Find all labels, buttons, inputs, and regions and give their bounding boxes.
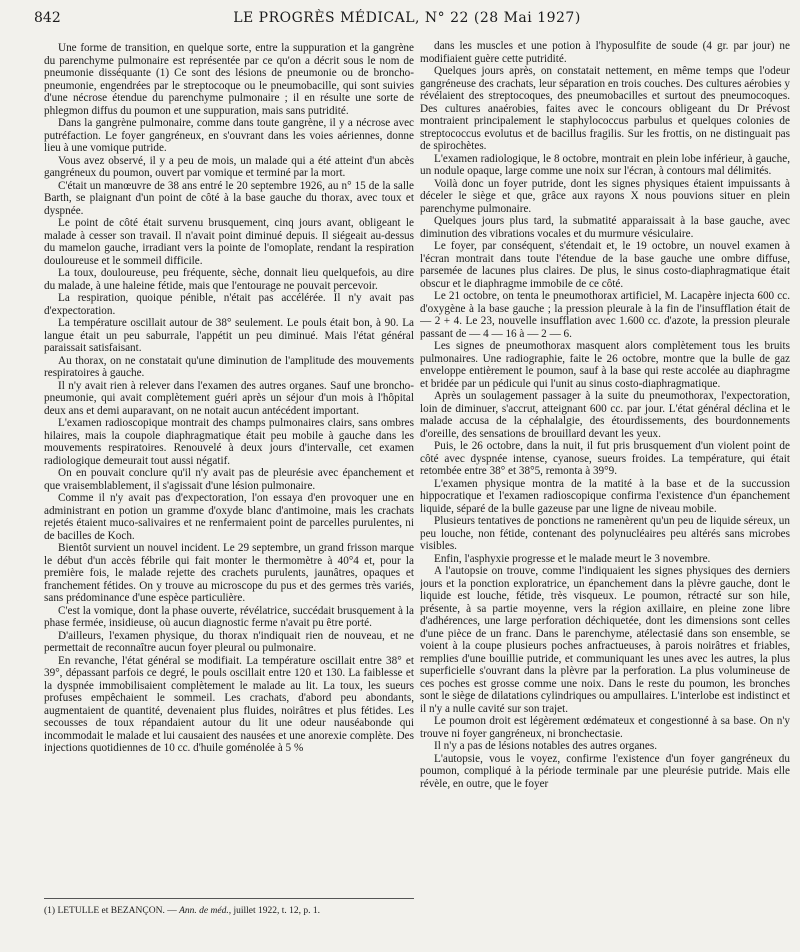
footnote-source: Ann. de méd., [179,906,232,916]
paragraph: Après un soulagement passager à la suite du pneumothorax, l'expectoration, loin de diminuer, s'accrut, atteignant 600 cc. par jour. L'état général déclina et le malade accusa de la céphalalgie, des étourdissements, des bourdonnements d'oreille, des sensations de brouillard devant les yeux. [420,390,790,440]
footnote [44,906,414,917]
paragraph: Les signes de pneumothorax masquent alors complètement tous les bruits pulmonaires. Une radiographie, faite le 26 octobre, montre que la bulle de gaz enveloppe entièrement le poumon, sauf à la base qui reste accolée au diaphragme et bridée par un pédicule qui l'unit au sinus costo-diaphragmatique. [420,340,790,390]
paragraph: Comme il n'y avait pas d'expectoration, l'on essaya d'en provoquer une en administrant en potion un gramme d'oxyde blanc d'antimoine, mais les crachats rejetés étaient muco-salivaires et ne renfermaient point de parcelles purulentes, ni de bacilles de Koch. [44,492,414,542]
running-title: LE PROGRÈS MÉDICAL, N° 22 (28 Mai 1927) [233,10,581,26]
paragraph: L'autopsie, vous le voyez, confirme l'existence d'un foyer gangréneux du poumon, compliqué à la période terminale par une pleurésie putride. Mais elle révèle, en outre, que le foyer [420,752,790,790]
paragraph: Il n'y avait rien à relever dans l'examen des autres organes. Sauf une broncho-pneumonie, qui avait complètement guéri après un séjour d'un mois à l'hôpital deux ans et demi auparavant, on ne notait aucun antécédent important. [44,379,414,417]
paragraph: Voilà donc un foyer putride, dont les signes physiques étaient impuissants à déceler le siège et que, grâce aux rayons X nous pouvions situer en plein parenchyme pulmonaire. [420,177,790,215]
paragraph: Le 21 octobre, on tenta le pneumothorax artificiel, M. Lacapère injecta 600 cc. d'oxygène à la base gauche ; la pression pleurale à la fin de l'insufflation était de — 2 + 4. Le 23, nouvelle insufflation avec 1.600 cc. d'azote, la pression pleurale passant de — 4 — 16 à — 2 — 6. [420,290,790,340]
paragraph: Quelques jours après, on constatait nettement, en même temps que l'odeur gangréneuse des crachats, leur séparation en trois couches. Des cultures aérobies y révélaient des streptocoques, des pneumobacilles et surtout des pneumocoques. Des cultures anaérobies, faites avec le concours obligeant du Dr Prévost montraient principalement le staphylococcus parbulus et quelques colonies de streptococcus evolutus et de bacillus fragilis. Sur les frottis, on ne distinguait pas de spirochètes. [420,65,790,152]
paragraph: A l'autopsie on trouve, comme l'indiquaient les signes physiques des derniers jours et la ponction exploratrice, un épanchement dans la plèvre gauche, dont le liquide est louche, fétide, très visqueux. Le poumon, rétracté sur son hile, présente, à sa partie moyenne, vers la région axillaire, en pleine zone libre d'adhérences, une large perforation déchiquetée, dont les dimensions sont celles d'une pièce de un franc. Dans le parenchyme, atélectasié dans son ensemble, se voient à la coupe plusieurs poches anfractueuses, à parois noirâtres et friables, remplies d'une bouillie putride, et communiquant les unes avec les autres, la plus superficielle s'ouvrant dans la plèvre par la perforation. La plus volumineuse de ces poches est grosse comme une noix. Dans le reste du poumon, les bronches sont le siège de dilatations cylindriques ou ampullaires. L'interlobe est indistinct et il n'y a nulle cavité sur son trajet. [420,565,790,715]
footnote-rule [44,898,414,899]
footnote-text: (1) LETULLE et BEZANÇON. — [44,906,177,916]
paragraph: Il n'y a pas de lésions notables des autres organes. [434,740,658,752]
paragraph: dans les muscles et une potion à l'hyposulfite de soude (4 gr. par jour) ne modifiaient guère cette putridité. [420,40,790,65]
page-header [34,10,780,30]
paragraph: En revanche, l'état général se modifiait. La température oscillait entre 38° et 39°, dépassant parfois ce degré, le pouls oscillait entre 120 et 130. La faiblesse et la dyspnée immobilisaient complètement le malade au lit. La toux, les sueurs profuses empêchaient le sommeil. Les crachats, d'abord peu abondants, augmentaient de quantité, devenaient plus fluides, noirâtres et plus fétides. Les secousses de toux répandaient autour du lit une odeur nauséabonde qui incommodait le malade et lui causaient des nausées et une anorexie complète. Des injections quotidiennes de 10 cc. d'huile goménolée à 5 % [44,654,414,754]
paragraph: Puis, le 26 octobre, dans la nuit, il fut pris brusquement d'un violent point de côté avec dyspnée intense, cyanose, sueurs froides. La température, qui était retombée entre 38° et 38°5, remonta à 39°9. [420,440,790,477]
paragraph: La température oscillait autour de 38° seulement. Le pouls était bon, à 90. La langue était un peu saburrale, l'appétit un peu diminué. Mais l'état général paraissait satisfaisant. [44,317,414,354]
footnote-rest: juillet 1922, t. 12, p. 1. [233,906,321,916]
paragraph: C'était un manœuvre de 38 ans entré le 20 septembre 1926, au n° 15 de la salle Barth, se plaignant d'un point de côté à la base gauche du thorax, avec toux et dyspnée. [44,179,414,217]
left-column [44,42,414,887]
paragraph: Le foyer, par conséquent, s'étendait et, le 19 octobre, un nouvel examen à l'écran montrait dans toute l'étendue de la base gauche une ombre diffuse, parsemée de lacunes plus claires. De plus, le sinus costo-diaphragmatique était obscur et le diaphragme immobile de ce côté. [420,240,790,290]
paragraph: Au thorax, on ne constatait qu'une diminution de l'amplitude des mouvements respiratoires à gauche. [44,354,414,379]
paragraph: Une forme de transition, en quelque sorte, entre la suppuration et la gangrène du parenchyme pulmonaire est représentée par ce qu'on a décrit sous le nom de pneumonie disséquante (1) Ce sont des lésions de pneumonie ou de broncho-pneumonie, engendrées par le streptocoque ou le pneumobacille, qui sont suivies d'une nécrose étendue du parenchyme pulmonaire ; il en résulte une sorte de phlegmon diffus du poumon et une suppuration, mais sans putridité. [44,42,414,117]
paragraph: L'examen physique montra de la matité à la base et de la succussion hippocratique et l'examen radioscopique confirma l'existence d'un épanchement liquide, séparé de la bulle gazeuse par une ligne de niveau mobile. [420,477,790,515]
paragraph: La toux, douloureuse, peu fréquente, sèche, donnait lieu quelquefois, au dire du malade, à une haleine fétide, mais que l'entourage ne pouvait percevoir. [44,267,414,292]
paragraph: L'examen radiologique, le 8 octobre, montrait en plein lobe inférieur, à gauche, un nodule opaque, large comme une noix sur l'écran, à contours mal délimités. [420,152,790,177]
paragraph: La respiration, quoique pénible, n'était pas accélérée. Il n'y avait pas d'expectoration. [44,292,414,317]
paragraph: C'est la vomique, dont la phase ouverte, révélatrice, succédait brusquement à la phase fermée, insidieuse, où aucun diagnostic ferme n'avait pu être porté. [44,604,414,629]
paragraph: Bientôt survient un nouvel incident. Le 29 septembre, un grand frisson marque le début d'un accès fébrile qui fait monter le thermomètre à 40°4 et, pour la première fois, le malade rejette des crachets purulents, jaunâtres, opaques et franchement fétides. On y trouve au microscope du pus et des germes très variés, sans prédominance d'une espèce particulière. [44,542,414,604]
paragraph: Quelques jours plus tard, la submatité apparaissait à la base gauche, avec diminution des vibrations vocales et du murmure vésiculaire. [420,215,790,240]
paragraph: Le poumon droit est légèrement œdémateux et congestionné à sa base. On n'y trouve ni foyer gangréneux, ni bronchectasie. [420,715,790,740]
paragraph: Plusieurs tentatives de ponctions ne ramenèrent qu'un peu de liquide séreux, un peu louche, non fétide, contenant des polynucléaires peu altérés sans microbes visibles. [420,515,790,552]
paragraph: Dans la gangrène pulmonaire, comme dans toute gangrène, il y a nécrose avec putréfaction. Le foyer gangréneux, en s'ouvrant dans les voies aériennes, donne lieu à une vomique putride. [44,117,414,154]
paragraph: D'ailleurs, l'examen physique, du thorax n'indiquait rien de nouveau, et ne permettait de reconnaître aucun foyer pleural ou pulmonaire. [44,629,414,654]
page-number: 842 [34,10,61,26]
paragraph: On en pouvait conclure qu'il n'y avait pas de pleurésie avec épanchement et que vraisemblablement, il s'agissait d'une lésion pulmonaire. [44,467,414,492]
right-column [420,40,790,948]
paragraph: Le point de côté était survenu brusquement, cinq jours avant, obligeant le malade à cesser son travail. Il n'avait point diminué depuis. Il siégeait au-dessus du mamelon gauche, irradiant vers la pointe de l'omoplate, rendant la respiration douloureuse et le sommeil difficile. [44,217,414,267]
paragraph: L'examen radioscopique montrait des champs pulmonaires clairs, sans ombres hilaires, mais la coupole diaphragmatique était peu mobile à gauche dans les mouvements respiratoires. Renouvelé à deux jours d'intervalle, cet examen radiologique demeurait tout aussi négatif. [44,417,414,467]
paragraph: Vous avez observé, il y a peu de mois, un malade qui a été atteint d'un abcès gangréneux du poumon, ouvert par vomique et terminé par la mort. [44,154,414,179]
paragraph: Enfin, l'asphyxie progresse et le malade meurt le 3 novembre. [434,552,711,565]
